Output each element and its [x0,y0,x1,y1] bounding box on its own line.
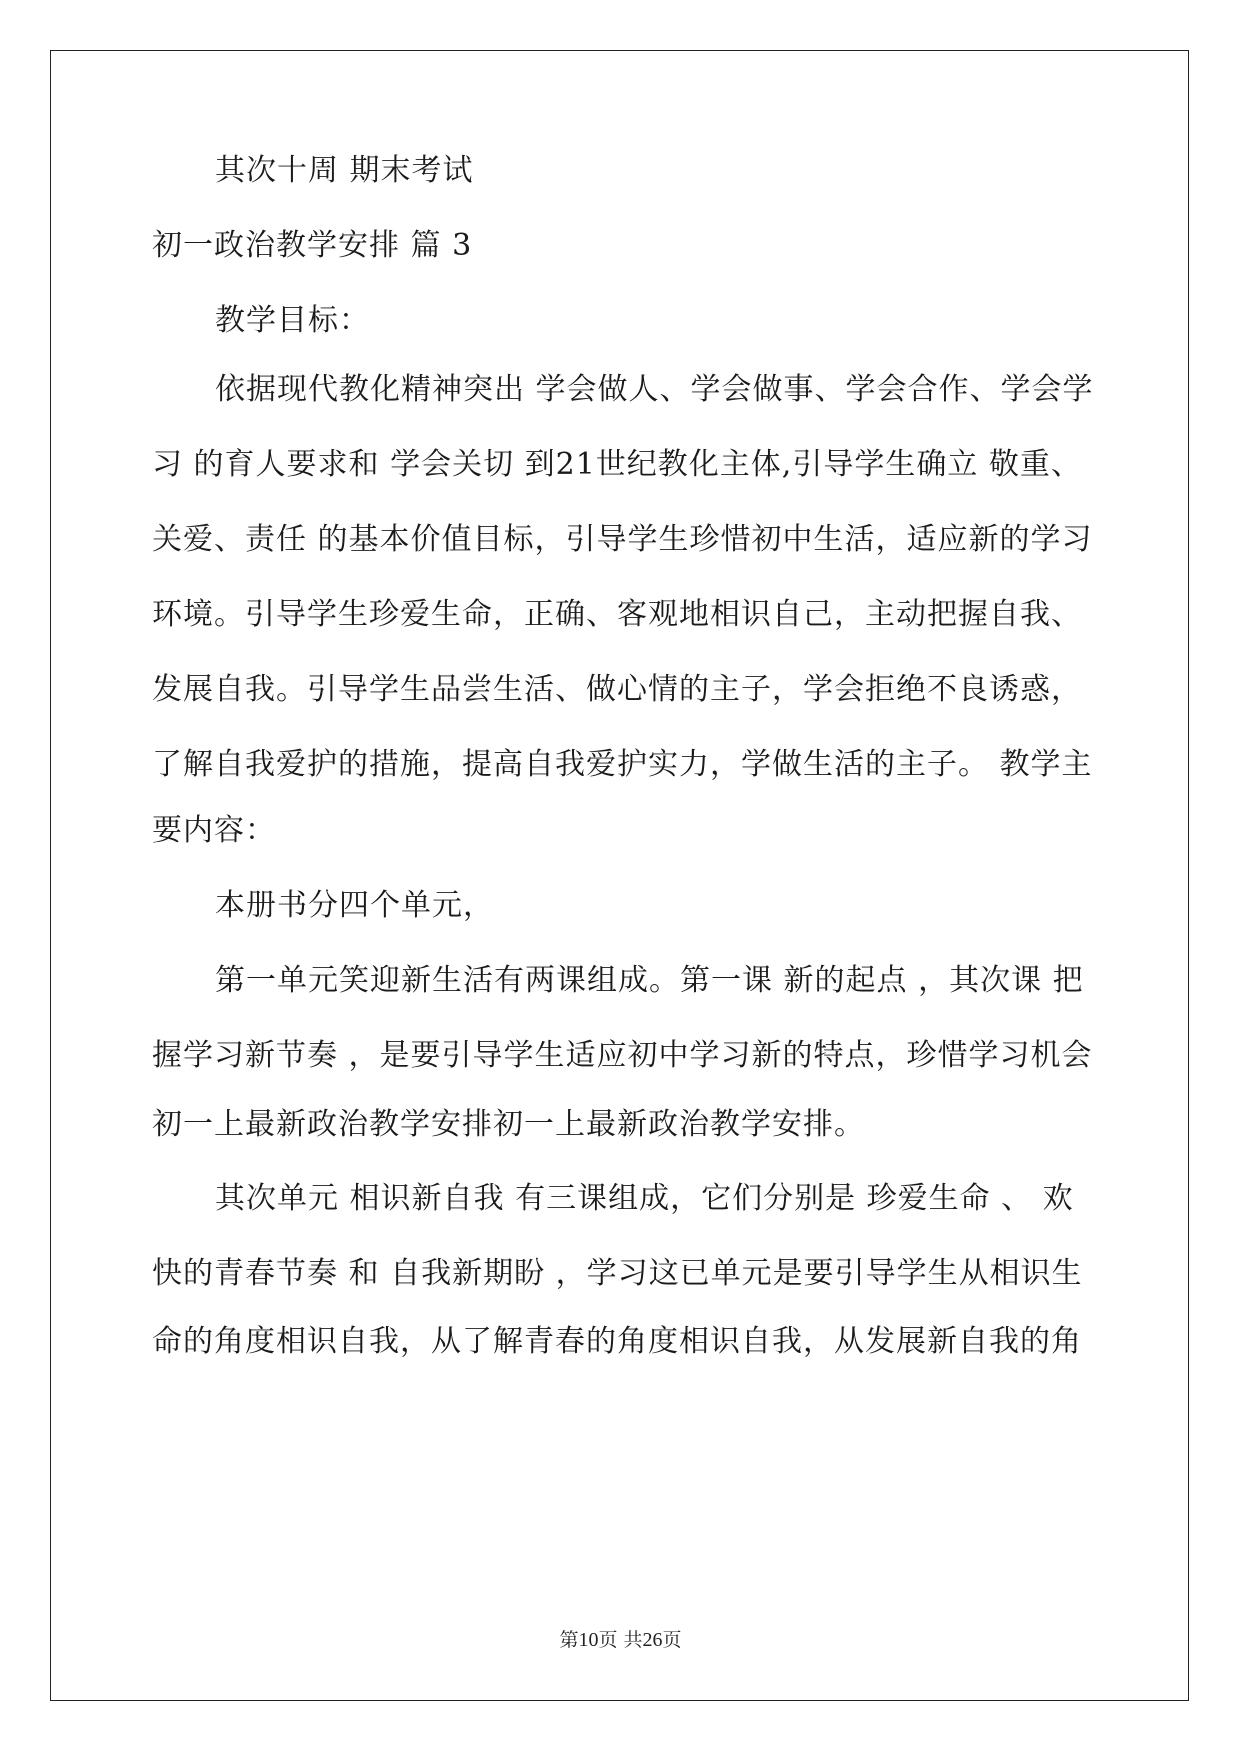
paragraph-line: 握学习新节奏 ，是要引导学生适应初中学习新的特点，珍惜学习机会 [152,1038,1093,1073]
section-heading: 初一政治教学安排 篇 3 [152,228,473,263]
page-number: 10 [578,1629,599,1651]
text-line: 其次十周 期末考试 [215,153,474,188]
paragraph-line: 初一上最新政治教学安排初一上最新政治教学安排。 [152,1107,865,1142]
page-border [50,50,1189,1701]
footer-suffix: 页 [662,1629,682,1651]
paragraph-line: 第一单元笑迎新生活有两课组成。第一课 新的起点 ，其次课 把 [215,963,1084,998]
paragraph-line: 命的角度相识自我，从了解青春的角度相识自我，从发展新自我的角 [152,1324,1082,1359]
text-line: 本册书分四个单元， [215,888,494,923]
paragraph-line: 关爱、责任 的基本价值目标，引导学生珍惜初中生活，适应新的学习 [152,522,1093,557]
paragraph-line: 依据现代教化精神突出 学会做人、学会做事、学会合作、学会学 [215,372,1094,407]
footer-mid: 页 共 [598,1629,643,1651]
paragraph-line: 要内容： [152,813,276,848]
paragraph-line: 快的青春节奏 和 自我新期盼 ，学习这已单元是要引导学生从相识生 [152,1256,1083,1291]
total-pages: 26 [642,1629,663,1651]
footer-prefix: 第 [559,1629,579,1651]
text-line: 教学目标： [215,303,370,338]
paragraph-line: 发展自我。引导学生品尝生活、做心情的主子，学会拒绝不良诱惑， [152,672,1082,707]
paragraph-line: 其次单元 相识新自我 有三课组成，它们分别是 珍爱生命 、 欢 [215,1181,1074,1216]
paragraph-line: 环境。引导学生珍爱生命，正确、客观地相识自己，主动把握自我、 [152,597,1082,632]
page-footer [0,1628,1241,1652]
paragraph-line: 习 的育人要求和 学会关切 到21世纪教化主体,引导学生确立 敬重、 [152,447,1082,482]
paragraph-line: 了解自我爱护的措施，提高自我爱护实力，学做生活的主子。 教学主 [152,747,1093,782]
